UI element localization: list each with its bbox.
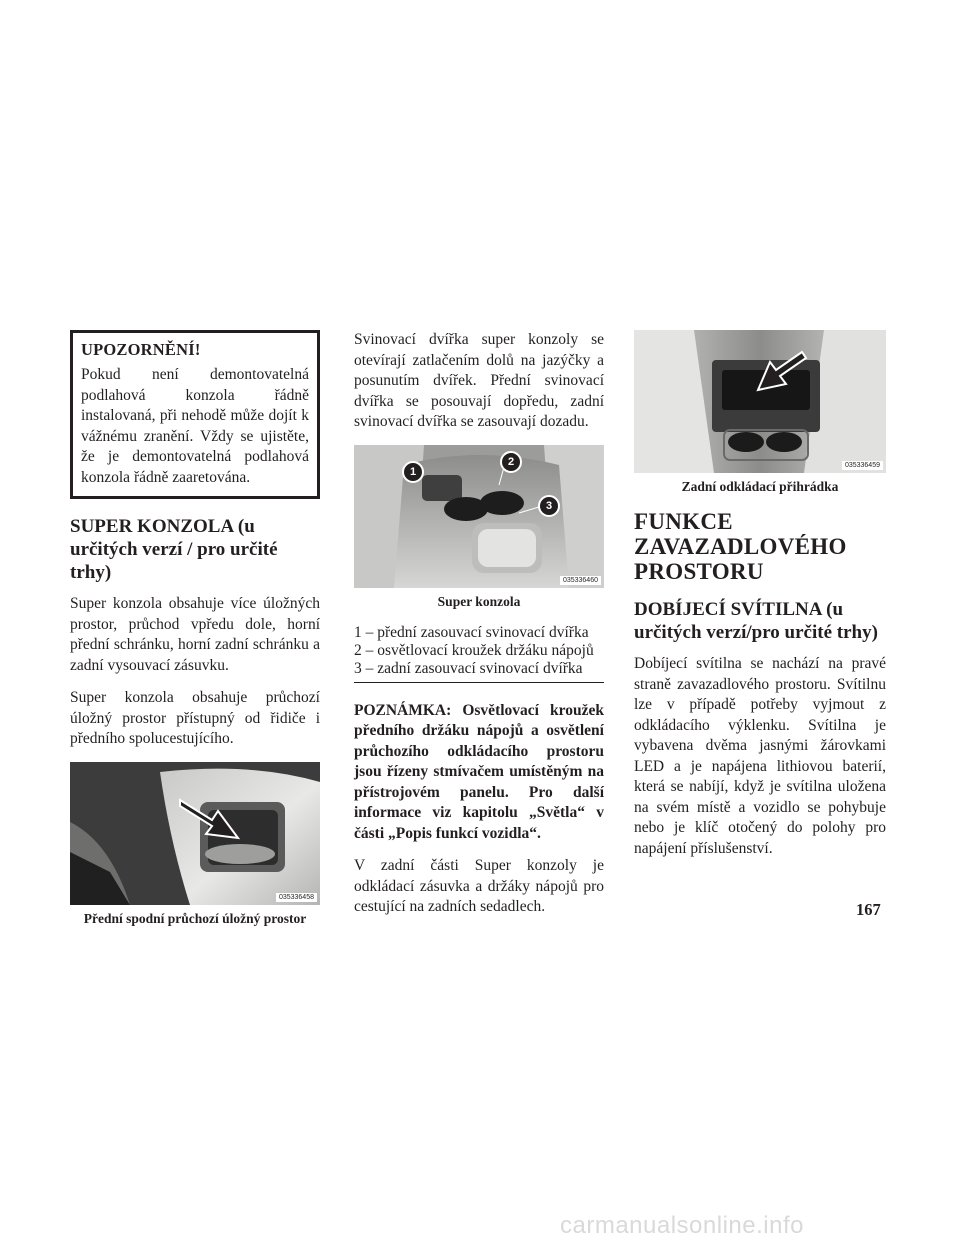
watermark-text: carmanualsonline.info [560,1212,804,1239]
paragraph: Dobíjecí svítilna se nachází na pravé straně zavazadlového prostoru. Svítilnu lze v případě potřeby vyjmout z odkládacího výklenku. Svítilna je vybavena dvěma jasnými žárovkami LED a je napájena lithiovou baterií, která se nabíjí, když je svítilna uložena na svém místě a vozidlo se pohybuje nebo je klíč otočený do polohy pro napájení příslušenství. [634,655,886,857]
column-middle [354,330,604,930]
page-number: 167 [856,900,881,919]
photo-rear-storage-image [634,330,886,473]
figure-caption: Zadní odkládací přihrádka [681,479,839,494]
figure-caption: Super konzola [437,593,521,609]
photo-super-console-image [354,445,604,588]
callout-1: 1 [402,461,424,483]
legend-item: 1 – přední zasouvací svinovací dvířka [354,623,589,641]
warning-title: UPOZORNĚNÍ! [81,340,201,359]
figure-legend [354,624,604,678]
section-heading-cargo: FUNKCE ZAVAZADLOVÉHO PROSTORU [634,509,847,584]
legend-divider [354,682,604,683]
photo-front-passthrough [70,762,320,905]
photo-rear-storage [634,330,886,473]
callout-2: 2 [500,451,522,473]
callout-3: 3 [538,495,560,517]
photo-super-console [354,445,604,588]
figure-code: 035336460 [560,576,601,585]
figure-code: 035336458 [276,893,317,902]
column-right [634,330,886,871]
note-paragraph: POZNÁMKA: Osvětlovací kroužek předního držáku nápojů a osvětlení průchozího odkládacího prostoru jsou řízeny stmívačem umístěným na přístrojovém panelu. Pro další informace viz kapitolu „Světla“ v části „Popis funkcí vozidla“. [354,701,604,842]
figure-caption: Přední spodní průchozí úložný prostor [83,910,307,926]
photo-front-passthrough-image [70,762,320,905]
paragraph: Super konzola obsahuje více úložných prostor, průchod vpředu dole, horní přední schránku, horní zadní schránku a zadní vysouvací zásuvku. [70,595,320,674]
paragraph: Svinovací dvířka super konzoly se otevírají zatlačením dolů na jazýčky a posunutím dvířek. Přední svinovací dvířka se posouvají dopředu, zadní svinovací dvířka se zasouvají dozadu. [354,331,604,430]
paragraph: V zadní části Super konzoly je odkládací zásuvka a držáky nápojů pro cestující na zadních sedadlech. [354,857,604,915]
section-heading-super-console: SUPER KONZOLA (u určitých verzí / pro určité trhy) [70,516,278,583]
figure-code: 035336459 [842,461,883,470]
warning-text: Pokud není demontovatelná podlahová konzola řádně instalovaná, při nehodě může dojít k vážnému zranění. Vždy se ujistěte, že je demontovatelná podlahová konzola řádně zaaretována. [81,366,309,486]
column-left [70,330,320,941]
legend-item: 2 – osvětlovací kroužek držáku nápojů [354,641,594,659]
section-heading-flashlight: DOBÍJECÍ SVÍTILNA (u určitých verzí/pro určité trhy) [634,599,878,643]
legend-item: 3 – zadní zasouvací svinovací dvířka [354,659,583,677]
warning-box [70,330,320,499]
paragraph: Super konzola obsahuje průchozí úložný prostor přístupný od řidiče i předního spolucestujícího. [70,689,320,747]
